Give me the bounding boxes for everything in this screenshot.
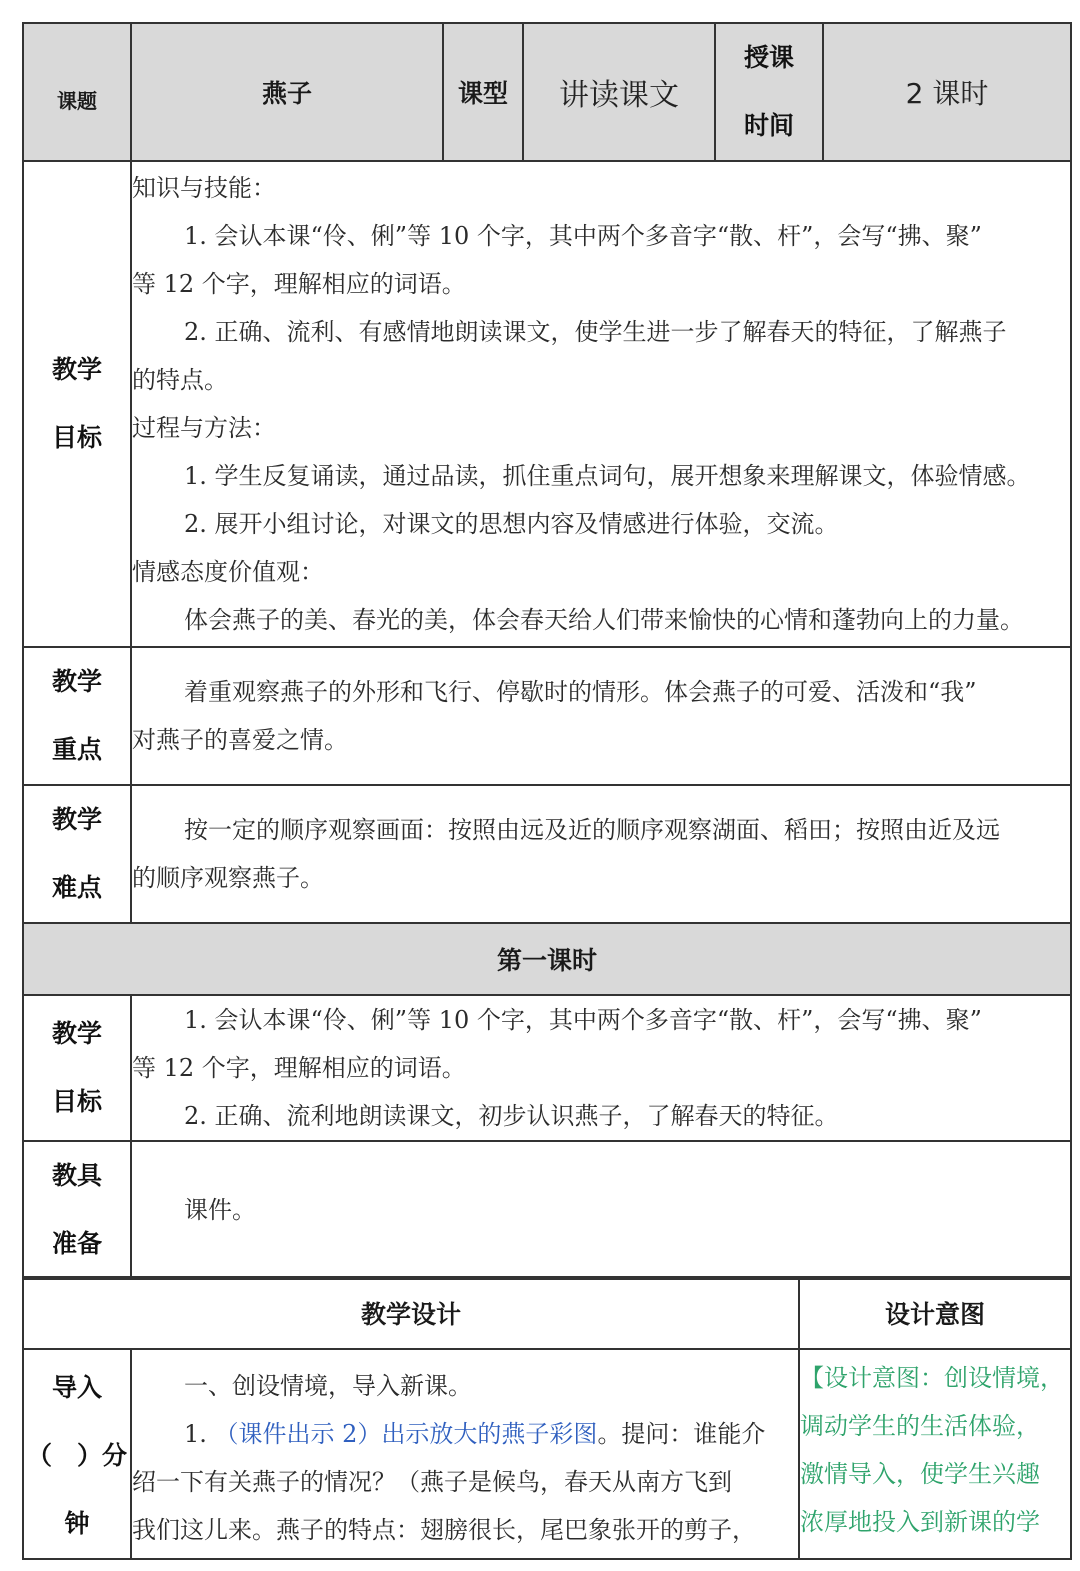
intro-line: 绍一下有关燕子的情况？（燕子是候鸟，春天从南方飞到 (132, 1468, 732, 1496)
intro-item-rest: 。提问：谁能介 (597, 1420, 766, 1448)
first-lesson-goals-label-line2: 目标 (51, 1087, 102, 1116)
tools-label (23, 1141, 131, 1279)
goals-content (131, 161, 1071, 647)
lesson-plan-table (22, 22, 1072, 1280)
time-label (715, 23, 823, 161)
tools-row (23, 1141, 1071, 1279)
intro-line: 我们这儿来。燕子的特点：翅膀很长，尾巴象张开的剪子， (132, 1516, 756, 1544)
first-lesson-goals-content (131, 995, 1071, 1141)
difficulties-content (131, 785, 1071, 923)
goals-line: 情感态度价值观： (132, 558, 324, 586)
intro-row (23, 1349, 1071, 1559)
difficulties-label-line1: 教学 (51, 805, 102, 834)
intent-line: 调动学生的生活体验， (800, 1412, 1041, 1440)
goals-row (23, 161, 1071, 647)
key-points-label (23, 647, 131, 785)
intro-label-line3: 钟 (64, 1509, 90, 1538)
intro-heading: 一、创设情境，导入新课。 (184, 1372, 472, 1400)
topic-value: 燕子 (131, 23, 443, 161)
type-value: 讲读课文 (523, 23, 715, 161)
goals-line: 知识与技能： (132, 174, 276, 202)
goals-line: 1. 学生反复诵读，通过品读，抓住重点词句，展开想象来理解课文，体验情感。 (184, 462, 1031, 490)
design-header-row (23, 1277, 1071, 1349)
first-lesson-goals-label (23, 995, 131, 1141)
key-points-line: 着重观察燕子的外形和飞行、停歇时的情形。体会燕子的可爱、活泼和“我” (184, 678, 977, 706)
difficulties-label-line2: 难点 (51, 873, 102, 902)
first-lesson-title: 第一课时 (23, 923, 1071, 995)
time-label-line2: 时间 (743, 111, 794, 140)
first-lesson-title-row (23, 923, 1071, 995)
courseware-reference: （课件出示 2）出示放大的燕子彩图 (214, 1420, 598, 1448)
header-row (23, 23, 1071, 161)
difficulties-row (23, 785, 1071, 923)
goals-line: 体会燕子的美、春光的美，体会春天给人们带来愉快的心情和蓬勃向上的力量。 (184, 606, 1024, 634)
time-label-line1: 授课 (743, 43, 794, 72)
goals-line: 的特点。 (132, 366, 228, 394)
intent-line: 【设计意图：创设情境， (800, 1364, 1065, 1392)
first-lesson-goals-row (23, 995, 1071, 1141)
goals-line: 1. 会认本课“伶、俐”等 10 个字，其中两个多音字“散、杆”，会写“拂、聚” (184, 222, 982, 250)
key-points-label-line1: 教学 (51, 667, 102, 696)
difficulties-line: 按一定的顺序观察画面：按照由远及近的顺序观察湖面、稻田；按照由近及远 (184, 816, 1000, 844)
key-points-row (23, 647, 1071, 785)
tools-label-line1: 教具 (51, 1161, 102, 1190)
intro-label-line2: （ ）分 (26, 1441, 127, 1470)
intent-line: 激情导入，使学生兴趣 (800, 1460, 1041, 1488)
type-label: 课型 (443, 23, 523, 161)
topic-label: 课题 (23, 23, 131, 161)
time-value: 2 课时 (823, 23, 1071, 161)
first-lesson-goals-label-line1: 教学 (51, 1019, 102, 1048)
goals-line: 2. 正确、流利、有感情地朗读课文，使学生进一步了解春天的特征，了解燕子 (184, 318, 1007, 346)
goals-line: 等 12 个字，理解相应的词语。 (132, 270, 466, 298)
intro-label (23, 1349, 131, 1559)
key-points-line: 对燕子的喜爱之情。 (132, 726, 348, 754)
goals-line: 2. 展开小组讨论，对课文的思想内容及情感进行体验，交流。 (184, 510, 839, 538)
first-lesson-goals-line: 等 12 个字，理解相应的词语。 (132, 1054, 466, 1082)
tools-text: 课件。 (184, 1196, 256, 1224)
intent-header: 设计意图 (799, 1277, 1071, 1349)
intro-item (132, 1410, 798, 1458)
intro-label-line1: 导入 (51, 1373, 102, 1402)
goals-label (23, 161, 131, 647)
goals-label-line2: 目标 (51, 423, 102, 452)
tools-content (131, 1141, 1071, 1279)
design-header: 教学设计 (23, 1277, 799, 1349)
tools-label-line2: 准备 (51, 1229, 102, 1258)
intent-content (799, 1349, 1071, 1559)
key-points-label-line2: 重点 (51, 735, 102, 764)
intro-item-prefix: 1. (184, 1420, 215, 1448)
goals-label-line1: 教学 (51, 355, 102, 384)
intent-line: 浓厚地投入到新课的学 (800, 1508, 1041, 1536)
intro-content (131, 1349, 799, 1559)
difficulties-label (23, 785, 131, 923)
design-table (22, 1276, 1072, 1560)
first-lesson-goals-line: 1. 会认本课“伶、俐”等 10 个字，其中两个多音字“散、杆”，会写“拂、聚” (184, 1006, 982, 1034)
first-lesson-goals-line: 2. 正确、流利地朗读课文，初步认识燕子，了解春天的特征。 (184, 1102, 839, 1130)
goals-line: 过程与方法： (132, 414, 276, 442)
key-points-content (131, 647, 1071, 785)
difficulties-line: 的顺序观察燕子。 (132, 864, 324, 892)
